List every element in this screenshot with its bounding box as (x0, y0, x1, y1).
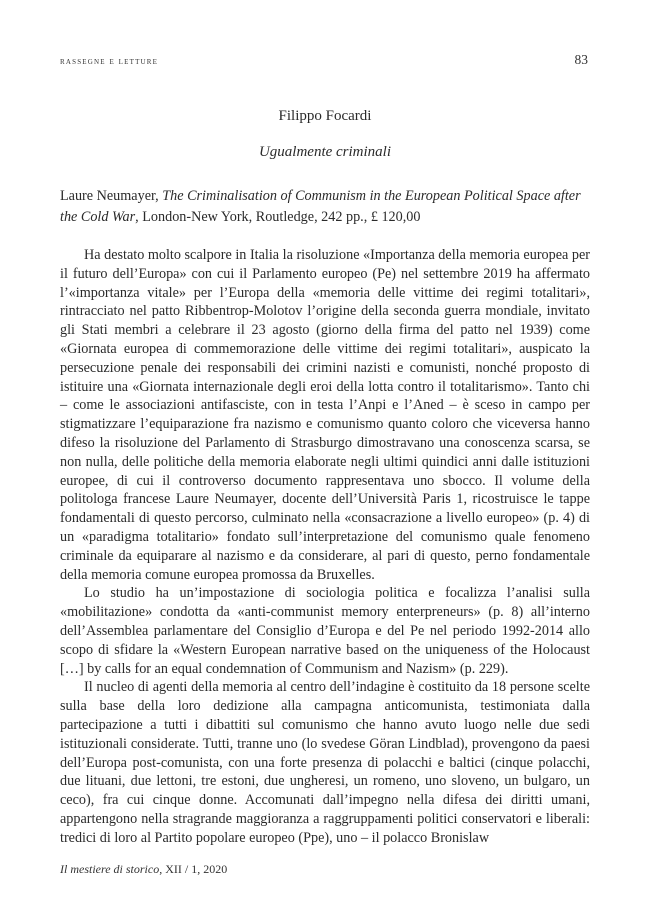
article-title: Ugualmente criminali (258, 144, 392, 160)
book-title: The Criminalisation of Communism in the European Political Space after the Cold War (60, 188, 581, 225)
paragraph: Lo studio ha un’impostazione di sociologia politica e focalizza l’analisi sulla «mobilitazione» condotta da «anti-communist memory enterpreneurs» (p. 8) all’interno dell’Assemblea parlamentare del Consiglio d’Europa e del Pe nel periodo 1992-2014 allo scopo di sfidare la «Western European narrative based on the uniqueness of the Holocaust […] by calls for an equal condemnation of Communism and Nazism» (p. 229). (60, 585, 590, 677)
article-body (60, 246, 590, 848)
paragraph: Il nucleo di agenti della memoria al centro dell’indagine è costituito da 18 persone scelte sulla base della loro dedizione alla campagna anticomunista, testimoniata dalla partecipazione a tutti i dibattiti sul comunismo che hanno avuto luogo nelle due sedi istituzionali considerate. Tutti, tranne uno (lo svedese Göran Lindblad), provengono da paesi dell’Europa post-comunista, con una forte presenza di polacchi e baltici (cinque polacchi, due lituani, due lettoni, tre estoni, due ungheresi, un romeno, uno sloveno, un bulgaro, un ceco), fra cui cinque donne. Accomunati dall’impegno nella difesa dei diritti umani, appartengono nella stragrande maggioranza a raggruppamenti politici conservatori e liberali: tredici di loro al Partito popolare europeo (Ppe), uno – il polacco Bronislaw (60, 679, 590, 846)
journal-footer (60, 862, 227, 877)
page-number: 83 (574, 52, 588, 67)
book-details: , London-New York, Routledge, 242 pp., £ 120,00 (135, 209, 421, 225)
journal-name: Il mestiere di storico (60, 862, 160, 876)
journal-issue: , XII / 1, 2020 (159, 862, 228, 876)
running-head: rassegne e letture (60, 56, 159, 67)
article-author: Filippo Focardi (278, 108, 372, 124)
paragraph: Ha destato molto scalpore in Italia la risoluzione «Importanza della memoria europea per il futuro dell’Europa» con cui il Parlamento europeo (Pe) nel settembre 2019 ha affermato l’«importanza vitale» per l’Europa della «memoria delle vittime dei regimi totalitari», rintracciato nel patto Ribbentrop-Molotov l’origine della seconda guerra mondiale, invitato gli Stati membri a celebrare il 23 agosto (giorno della firma del patto nel 1939) come «Giornata europea di commemorazione delle vittime dei regimi totalitari», auspicato la persecuzione penale dei responsabili dei crimini nazisti e comunisti, nonché proposto di istituire una «Giornata internazionale degli eroi della lotta contro il totalitarismo». Tanto chi – come le associazioni antifasciste, con in testa l’Anpi e l’Aned – è sceso in campo per stigmatizzare l’equiparazione fra nazismo e comunismo quanto coloro che viceversa hanno difeso la risoluzione del Parlamento di Strasburgo dimostravano una conoscenza scarsa, se non nulla, delle politiche della memoria elaborate negli ultimi quindici anni dalle istituzioni europee, di cui il controverso documento rappresentava uno sbocco. Il volume della politologa francese Laure Neumayer, docente dell’Università Paris 1, ricostruisce le tappe fondamentali di questo percorso, culminato nella «consacrazione a livello europeo» (p. 4) di un «paradigma totalitario» fondato sull’interpretazione del comunismo quale fenomeno criminale da equiparare al nazismo e da considerare, al pari di questo, perno fondamentale della memoria comune europea promossa da Bruxelles. (60, 247, 590, 583)
book-author: Laure Neumayer, (60, 188, 163, 204)
book-reference (60, 186, 590, 228)
